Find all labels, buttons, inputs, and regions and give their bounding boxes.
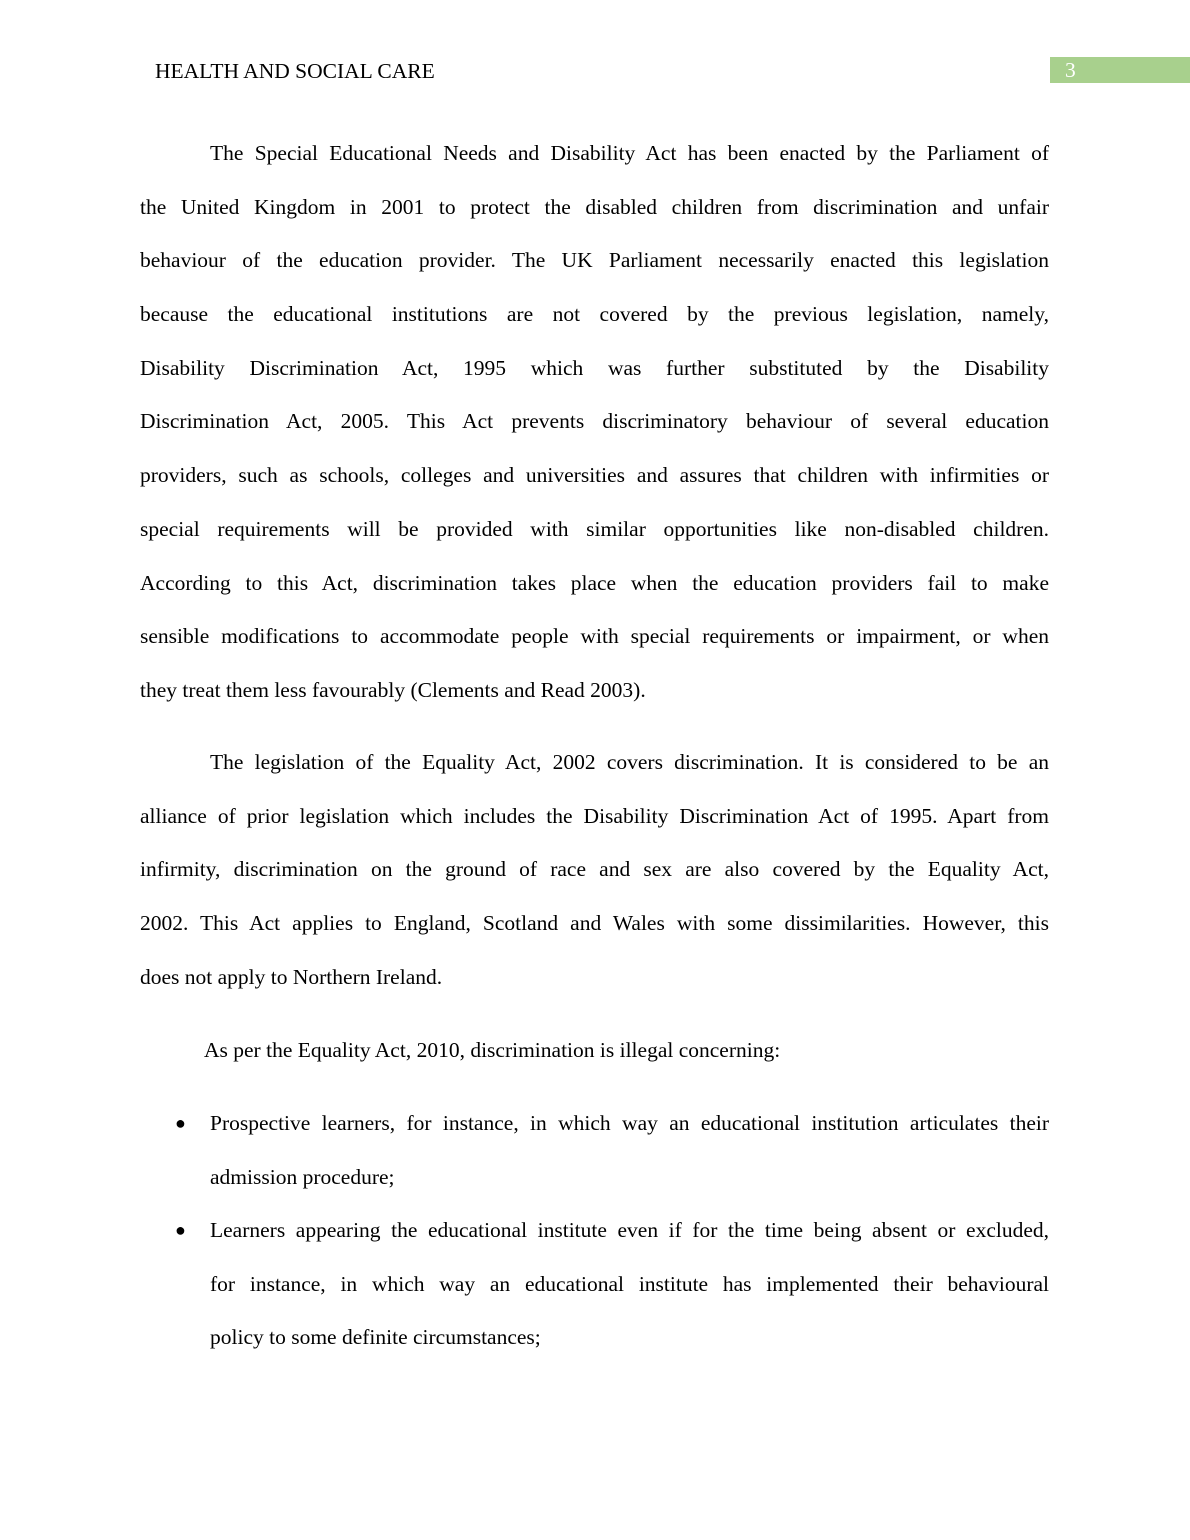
header-title: HEALTH AND SOCIAL CARE [155, 59, 435, 83]
text-line: behaviour of the education provider. The UK Parliament necessarily enacted this legislation [140, 248, 1049, 273]
text-line: As per the Equality Act, 2010, discrimination is illegal concerning: [204, 1038, 781, 1062]
text-line: Prospective learners, for instance, in which way an educational institution articulates their [210, 1111, 1049, 1135]
paragraph-equality-act-2002 [140, 736, 1049, 1004]
text-line: Disability Discrimination Act, 1995 which was further substituted by the Disability [140, 355, 1049, 380]
text-line: Discrimination Act, 2005. This Act prevents discriminatory behaviour of several education [140, 409, 1049, 434]
text-line: Learners appearing the educational institute even if for the time being absent or excluded, [210, 1218, 1049, 1242]
bullet-item-current-learners [140, 1204, 1049, 1365]
text-line: because the educational institutions are not covered by the previous legislation, namely, [140, 302, 1049, 327]
bullet-icon: ● [175, 1220, 186, 1240]
text-line: According to this Act, discrimination takes place when the education providers fail to make [140, 570, 1049, 595]
text-line: The Special Educational Needs and Disability Act has been enacted by the Parliament of [210, 141, 1049, 165]
paragraph-equality-act-2010-intro [134, 1024, 1043, 1078]
text-line: special requirements will be provided with similar opportunities like non-disabled children. [140, 516, 1049, 541]
text-line: The legislation of the Equality Act, 2002 covers discrimination. It is considered to be an [210, 750, 1049, 774]
text-line: infirmity, discrimination on the ground of race and sex are also covered by the Equality Act, [140, 857, 1049, 882]
text-line: sensible modifications to accommodate people with special requirements or impairment, or when [140, 624, 1049, 649]
bullet-text [210, 1097, 1049, 1204]
bullet-icon: ● [175, 1113, 186, 1133]
text-line: the United Kingdom in 2001 to protect the disabled children from discrimination and unfair [140, 194, 1049, 219]
text-line: they treat them less favourably (Clements and Read 2003). [140, 677, 646, 702]
bullet-item-prospective-learners [140, 1097, 1049, 1204]
text-line: 2002. This Act applies to England, Scotland and Wales with some dissimilarities. However, this [140, 911, 1049, 936]
text-line: for instance, in which way an educational institute has implemented their behavioural [210, 1271, 1049, 1296]
paragraph-sen-disability-act [140, 127, 1049, 718]
text-line: policy to some definite circumstances; [210, 1325, 541, 1350]
text-line: alliance of prior legislation which includes the Disability Discrimination Act of 1995. Apart from [140, 803, 1049, 828]
text-line: does not apply to Northern Ireland. [140, 964, 443, 989]
text-line: admission procedure; [210, 1164, 395, 1189]
page-number: 3 [1050, 57, 1190, 83]
bullet-text [210, 1204, 1049, 1365]
text-line: providers, such as schools, colleges and universities and assures that children with infirmities or [140, 463, 1049, 488]
